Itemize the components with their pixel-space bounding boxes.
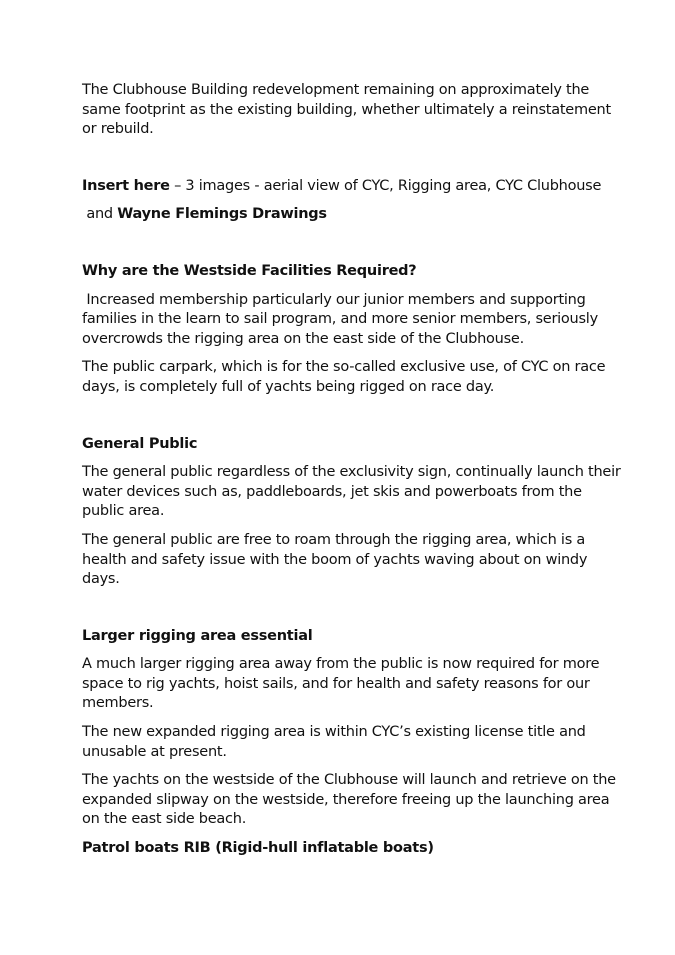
insert-note-and: and (82, 206, 118, 223)
heading-westside: Why are the Westside Facilities Required? (82, 262, 417, 279)
insert-note-label: Insert here (82, 177, 170, 194)
public-paragraph-1: The general public regardless of the exclusivity sign, continually launch their water devices such as, paddleboards, jet skis and powerboats from the public area. (82, 464, 621, 520)
rigging-paragraph-2: The new expanded rigging area is within CYC’s existing license title and unusable at present. (82, 724, 586, 760)
rigging-paragraph-1: A much larger rigging area away from the public is now required for more space to rig yachts, hoist sails, and for health and safety reasons for our members. (82, 656, 600, 712)
insert-note-continued (82, 205, 622, 225)
heading-patrol-boats: Patrol boats RIB (Rigid-hull inflatable boats) (82, 840, 434, 857)
insert-note-text: – 3 images - aerial view of CYC, Rigging area, CYC Clubhouse (169, 177, 602, 194)
westside-paragraph-2: The public carpark, which is for the so-called exclusive use, of CYC on race days, is completely full of yachts being rigged on race day. (82, 359, 606, 395)
rigging-paragraph-3: The yachts on the westside of the Clubhouse will launch and retrieve on the expanded slipway on the westside, therefore freeing up the launching area on the east side beach. (82, 772, 616, 828)
heading-general-public: General Public (82, 435, 198, 452)
westside-paragraph-1: Increased membership particularly our junior members and supporting families in the learn to sail program, and more senior members, seriously overcrowds the rigging area on the east side of the Clubhouse. (82, 291, 603, 347)
intro-paragraph: The Clubhouse Building redevelopment remaining on approximately the same footprint as the existing building, whether ultimately a reinstatement or rebuild. (82, 82, 611, 138)
insert-note (82, 177, 622, 197)
heading-rigging-area: Larger rigging area essential (82, 627, 313, 644)
insert-note-drawings: Wayne Flemings Drawings (117, 206, 327, 223)
document-page (82, 81, 622, 859)
public-paragraph-2: The general public are free to roam through the rigging area, which is a health and safety issue with the boom of yachts waving about on windy days. (82, 531, 588, 588)
